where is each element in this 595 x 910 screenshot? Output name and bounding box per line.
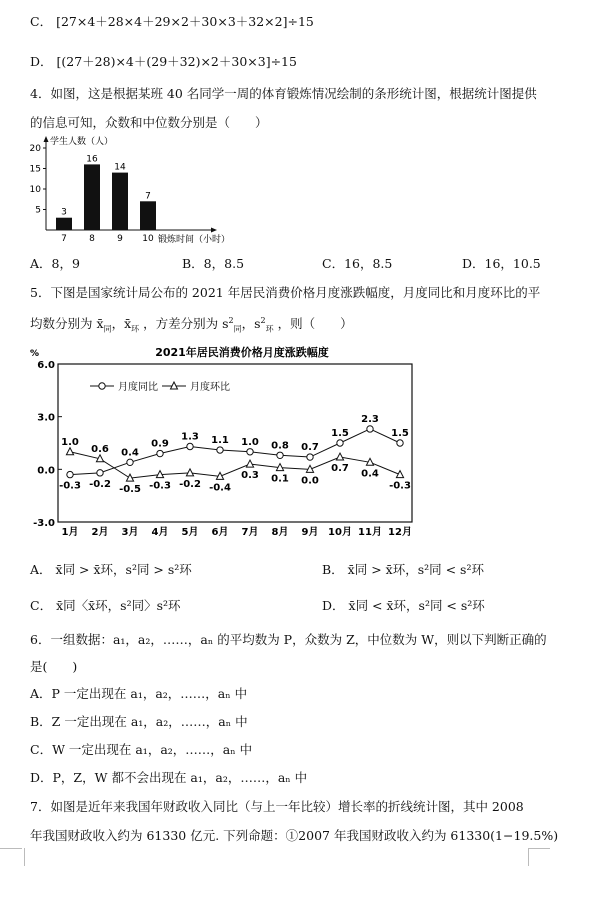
series-data-label: 1.0 [61,436,79,448]
series-data-label: -0.3 [59,480,81,492]
corner-mark-bottom-left [10,848,25,866]
q4-option-c: C．16，8.5 [322,256,393,271]
q6-option-c: C．W 一定出现在 a₁，a₂，……，aₙ 中 [30,742,253,757]
bar-chart-ytick-label: 5 [35,205,41,216]
line-chart-xtick-label: 12月 [388,527,412,538]
q3-option-c-label: C． [30,14,53,29]
q5-line-chart [22,342,422,542]
line-chart-ytick-label: 0.0 [37,465,55,477]
series-line-月度环比 [70,452,400,478]
series-data-label: -0.2 [179,478,201,490]
bar-value-label: 3 [61,207,67,218]
line-chart-xtick-label: 11月 [358,527,382,538]
series-point-月度同比 [67,471,73,477]
bar-chart-x-arrow [211,228,217,233]
bar-10 [140,201,156,230]
series-point-月度同比 [337,440,343,446]
bar-category-label: 9 [117,234,123,244]
q5-option-d-text: x̄同 < x̄环，s²同 < s²环 [348,598,485,613]
series-data-label: 0.4 [361,468,379,480]
line-chart-xtick-label: 6月 [211,527,229,538]
q6-line-2: 是( ) [30,659,78,674]
line-chart-ytick-label: 6.0 [37,360,55,371]
q5-option-c-text: x̄同〈x̄环，s²同〉s²环 [56,598,181,613]
q5-option-a: A． x̄同 > x̄环，s²同 > s²环 [30,562,192,577]
series-data-label: -0.3 [149,480,171,492]
bar-chart-ytick-label: 15 [29,164,41,175]
line-chart-xtick-label: 4月 [151,527,169,538]
series-data-label: 2.3 [361,413,379,425]
corner-mark-bottom-left-h [0,848,22,849]
q4-line-1: 4．如图，这是根据某班 40 名同学一周的体育锻炼情况绘制的条形统计图，根据统计图提供 [30,86,537,101]
series-data-label: 0.7 [301,442,319,454]
series-data-label: 0.7 [331,463,349,475]
series-point-月度环比 [66,448,73,455]
series-point-月度环比 [186,469,193,476]
q4-bar-chart [28,132,278,250]
bar-value-label: 16 [86,154,98,165]
series-data-label: 1.5 [331,428,349,439]
series-point-月度同比 [307,454,313,460]
q3-option-d-formula: [(27＋28)×4＋(29＋32)×2＋30×3]÷15 [56,54,297,69]
series-point-月度环比 [246,460,253,467]
q4-option-a: A．8，9 [30,256,80,271]
series-point-月度同比 [217,447,223,453]
q5-option-d: D． x̄同 < x̄环，s²同 < s²环 [322,598,485,613]
series-point-月度同比 [367,426,373,432]
series-line-月度同比 [70,429,400,475]
series-data-label: 0.1 [271,473,289,485]
q3-option-d [30,52,297,70]
series-data-label: -0.4 [209,482,231,494]
series-data-label: 1.1 [211,435,229,447]
q3-option-c-formula: [27×4＋28×4＋29×2＋30×3＋32×2]÷15 [56,14,314,29]
legend-circle-marker [99,383,105,389]
series-data-label: 1.5 [391,428,409,439]
line-chart-ytick-label: 3.0 [37,412,55,424]
line-chart-ytick-label: -3.0 [33,518,55,529]
bar-chart-ylabel: 学生人数（人） [50,137,114,147]
q5-option-c: C． x̄同〈x̄环，s²同〉s²环 [30,598,181,613]
series-data-label: 0.3 [241,470,259,482]
q5-line-2-a: 均数分别为 [30,316,93,331]
q5-line-2-b: ，方差分别为 [143,316,219,331]
bar-chart-ytick-label: 20 [29,144,41,154]
q6-line-1: 6．一组数据：a₁，a₂，……，aₙ 的平均数为 P，众数为 Z，中位数为 W，则以下判断正确的 [30,632,547,647]
line-chart-xtick-label: 1月 [61,527,79,538]
q5-variance-symbols: $s^2_同$，$s^2_环$ [222,315,274,334]
line-chart-xtick-label: 7月 [241,527,259,538]
series-data-label: 0.4 [121,447,139,459]
line-chart-xtick-label: 9月 [301,527,319,538]
q7-line-2: 年我国财政收入约为 61330 亿元. 下列命题：①2007 年我国财政收入约为 61330(1−19.5%) [30,828,559,843]
series-point-月度同比 [277,452,283,458]
q7-line-1: 7．如图是近年来我国年财政收入同比（与上一年比较）增长率的折线统计图，其中 2008 [30,799,524,814]
q4-line-2: 的信息可知，众数和中位数分别是（ ） [30,115,268,130]
line-chart-xtick-label: 10月 [328,527,352,538]
bar-9 [112,173,128,230]
corner-mark-bottom-right-h [528,848,550,849]
line-chart-xtick-label: 5月 [181,527,199,538]
bar-7 [56,218,72,230]
line-chart-xtick-label: 2月 [91,527,109,538]
line-chart-ylabel: % [30,349,40,359]
series-data-label: 0.0 [301,475,319,487]
bar-chart-xlabel: 锻炼时间（小时） [158,235,231,245]
series-data-label: -0.3 [389,480,411,492]
series-data-label: 1.3 [181,431,199,443]
legend-series-1: 月度同比 [118,382,158,393]
q4-option-b: B．8，8.5 [182,256,245,271]
series-point-月度同比 [397,440,403,446]
legend-series-2: 月度环比 [190,382,230,393]
bar-category-label: 8 [89,234,95,244]
series-data-label: 0.8 [271,440,289,452]
q4-option-d: D．16，10.5 [462,256,541,271]
bar-chart-y-arrow [44,136,49,142]
series-data-label: 0.9 [151,438,169,450]
q5-option-b-text: x̄同 > x̄环，s²同 < s²环 [347,562,484,577]
corner-mark-bottom-right [528,848,543,866]
q5-option-b: B． x̄同 > x̄环，s²同 < s²环 [322,562,484,577]
q5-mean-symbols: $x̄_同$，$x̄_环$ [96,316,140,334]
bar-chart-ytick-label: 10 [29,185,41,195]
series-point-月度同比 [247,449,253,455]
q3-option-d-label: D． [30,54,53,69]
q6-option-b: B．Z 一定出现在 a₁，a₂，……，aₙ 中 [30,714,248,729]
q5-line-2-c: ，则（ ） [277,316,353,331]
line-chart-frame [58,364,412,522]
line-chart-xtick-label: 3月 [121,527,139,538]
series-data-label: -0.5 [119,484,141,496]
q6-option-a: A．P 一定出现在 a₁，a₂，……，aₙ 中 [30,686,248,701]
series-point-月度同比 [127,459,133,465]
series-data-label: 1.0 [241,436,259,448]
series-data-label: 0.6 [91,443,109,455]
bar-value-label: 14 [114,162,126,173]
line-chart-xtick-label: 8月 [271,527,289,538]
q5-line-2 [30,314,353,335]
q6-option-d: D．P，Z，W 都不会出现在 a₁，a₂，……，aₙ 中 [30,770,308,785]
series-point-月度同比 [187,443,193,449]
series-data-label: -0.2 [89,478,111,490]
series-point-月度环比 [336,453,343,460]
line-chart-title: 2021年居民消费价格月度涨跌幅度 [155,346,329,359]
series-point-月度同比 [157,450,163,456]
bar-category-label: 7 [61,234,67,244]
bar-category-label: 10 [142,234,154,244]
q5-line-1: 5．下图是国家统计局公布的 2021 年居民消费价格月度涨跌幅度，月度同比和月度环比的平 [30,285,541,300]
q3-option-c [30,12,314,30]
series-point-月度同比 [97,470,103,476]
bar-8 [84,164,100,230]
bar-value-label: 7 [145,191,151,202]
q5-option-a-text: x̄同 > x̄环，s²同 > s²环 [55,562,192,577]
